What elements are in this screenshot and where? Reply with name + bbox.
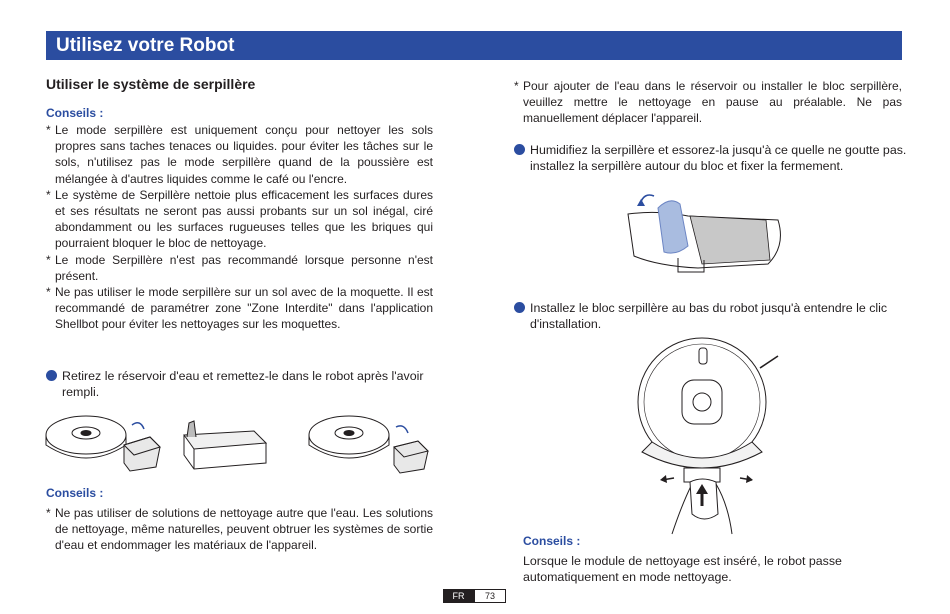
tips-list xyxy=(46,122,433,333)
tip-item: * Ne pas utiliser le mode serpillère sur un sol avec de la moquette. Il est recommandé de paramétrer zone "Zone Interdite" dans l'application Shellbot pour éviter les nettoyages sur les moquettes. xyxy=(46,284,433,333)
note-item: * Pour ajouter de l'eau dans le réservoir ou installer le bloc serpillère, veuillez mettre le nettoyage en pause au préalable. Ne pas manuellement déplacer l'appareil. xyxy=(514,78,902,127)
step-text: Installez le bloc serpillère au bas du robot jusqu'à entendre le clic d'installation. xyxy=(530,301,888,332)
tips-label: Conseils : xyxy=(46,486,104,500)
step-text: Retirez le réservoir d'eau et remettez-le dans le robot après l'avoir rempli. xyxy=(62,369,424,400)
tip-item: * Le mode serpillère est uniquement conçu pour nettoyer les sols propres sans taches tenaces ou liquides. pour éviter les tâches sur le sols, n'utilisez pas le mode serpillère quand de la poussière est mélangée à d'autres liquides comme le café ou l'encre. xyxy=(46,122,433,187)
tips-list xyxy=(46,505,433,554)
bullet-dot-icon xyxy=(514,144,525,155)
page-number: 73 xyxy=(474,589,506,603)
section-title: Utiliser le système de serpillère xyxy=(46,76,256,92)
note-list xyxy=(514,78,902,127)
page-number-badge xyxy=(443,589,506,603)
step-remove-tank xyxy=(46,368,432,401)
page-header: Utilisez votre Robot xyxy=(46,31,902,60)
step-install-mop xyxy=(514,300,922,333)
tips-label: Conseils : xyxy=(523,534,581,548)
step-wet-mop xyxy=(514,142,922,175)
tips-text: Lorsque le module de nettoyage est inséré, le robot passe automatiquement en mode nettoyage. xyxy=(523,554,842,585)
bullet-dot-icon xyxy=(46,370,57,381)
robot-mop-install-illustration xyxy=(632,334,780,548)
tips-label: Conseils : xyxy=(46,106,104,120)
mop-wringing-illustration xyxy=(618,186,788,282)
step-text: Humidifiez la serpillère et essorez-la jusqu'à ce quelle ne goutte pas. installez la serpillère autour du bloc et fixer la fermement. xyxy=(530,143,907,174)
bullet-dot-icon xyxy=(514,302,525,313)
language-label: FR xyxy=(443,589,474,603)
tip-item: * Ne pas utiliser de solutions de nettoyage autre que l'eau. Les solutions de nettoyage, même naturelles, peuvent obtruer les systèmes de sortie d'eau et endommager les matériaux de l'appareil. xyxy=(46,505,433,554)
tip-item: * Le système de Serpillère nettoie plus efficacement les surfaces dures et ses résultats ne seront pas aussi probants sur un sol inégal, ciré abondamment ou les surfaces rugueuses telles que les briques qui pourraient bloquer le bloc de nettoyage. xyxy=(46,187,433,252)
tank-removal-illustration xyxy=(44,413,444,475)
tip-item: * Le mode Serpillère n'est pas recommandé lorsque personne n'est présent. xyxy=(46,252,433,284)
